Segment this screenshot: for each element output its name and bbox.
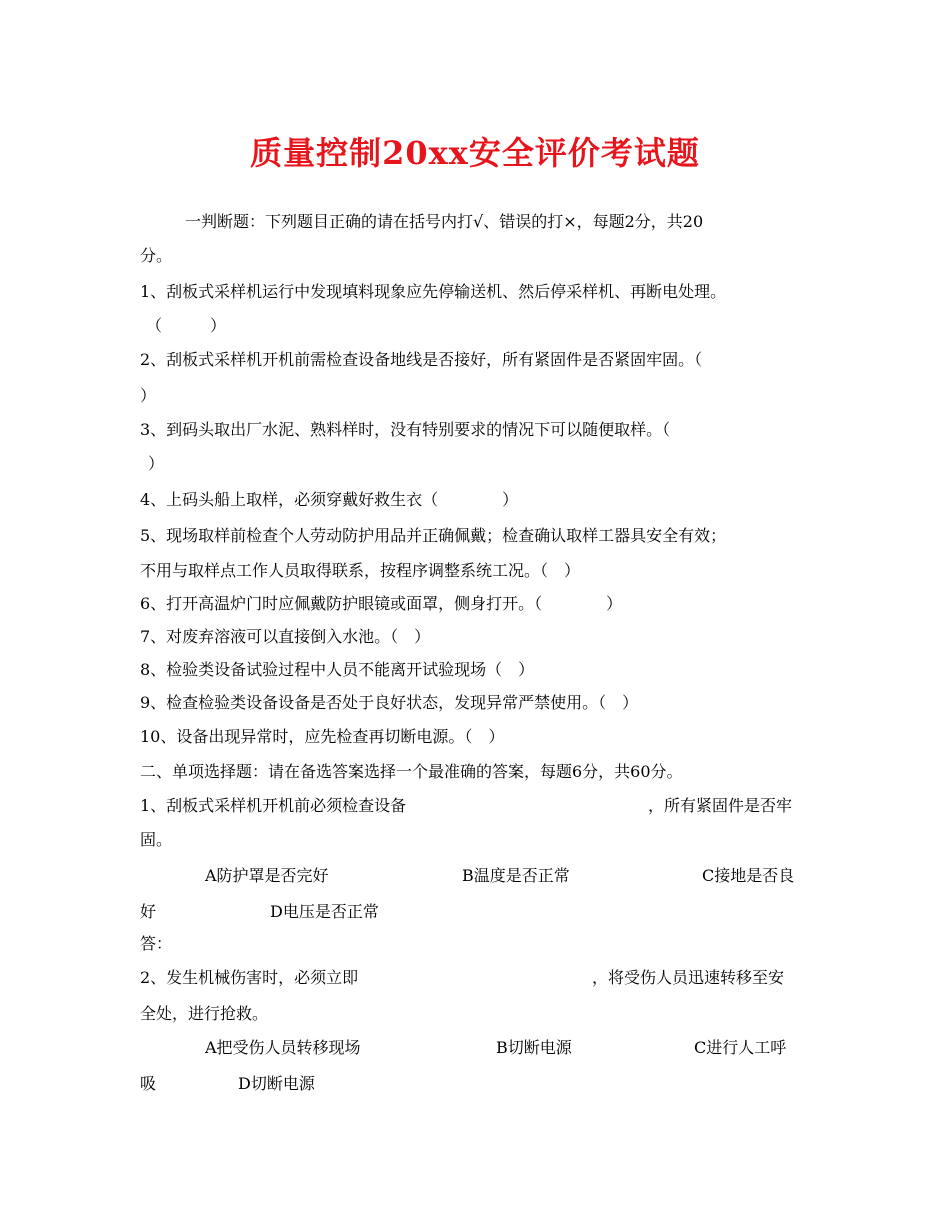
option-d-2: D切断电源 — [238, 1074, 315, 1093]
choice-question-2-right: ，将受伤人员迅速转移至安 — [592, 968, 785, 987]
choice-question-2: 2、发生机械伤害时，必须立即 — [140, 968, 359, 987]
choice-question-2-cont: 全处，进行抢救。 — [140, 1004, 269, 1023]
question-2: 2、刮板式采样机开机前需检查设备地线是否接好，所有紧固件是否紧固牢固。（ — [140, 350, 703, 369]
question-10: 10、设备出现异常时，应先检查再切断电源。（ ） — [140, 727, 505, 746]
option-c-cont: 好 — [140, 902, 157, 921]
question-2-bracket: ） — [140, 386, 157, 405]
option-a-2: A把受伤人员转移现场 — [205, 1038, 361, 1057]
question-1-bracket: （ ） — [146, 316, 227, 335]
option-c-2: C进行人工呼 — [694, 1038, 787, 1057]
section2-heading: 二、单项选择题：请在备选答案选择一个最准确的答案，每题6分，共60分。 — [140, 762, 683, 781]
choice-question-1: 1、刮板式采样机开机前必须检查设备 — [140, 796, 407, 815]
question-1: 1、刮板式采样机运行中发现填料现象应先停输送机、然后停采样机、再断电处理。 — [140, 282, 727, 301]
option-d: D电压是否正常 — [270, 902, 379, 921]
option-a: A防护罩是否完好 — [205, 866, 329, 885]
question-5: 5、现场取样前检查个人劳动防护用品并正确佩戴；检查确认取样工器具安全有效； — [140, 526, 727, 545]
choice-question-1-cont: 固。 — [140, 830, 173, 849]
page-title: 质量控制20xx安全评价考试题 — [250, 134, 700, 172]
section1-intro-cont: 分。 — [140, 246, 173, 265]
question-6: 6、打开高温炉门时应佩戴防护眼镜或面罩，侧身打开。（ ） — [140, 594, 623, 613]
question-3: 3、到码头取出厂水泥、熟料样时，没有特别要求的情况下可以随便取样。（ — [140, 420, 671, 439]
question-3-bracket: ） — [148, 454, 165, 473]
question-4: 4、上码头船上取样，必须穿戴好救生衣（ ） — [140, 490, 519, 509]
question-5-cont: 不用与取样点工作人员取得联系，按程序调整系统工况。（ ） — [140, 561, 581, 580]
option-c-2-cont: 吸 — [140, 1074, 157, 1093]
option-c: C接地是否良 — [702, 866, 795, 885]
option-b: B温度是否正常 — [462, 866, 570, 885]
option-b-2: B切断电源 — [496, 1038, 572, 1057]
question-8: 8、检验类设备试验过程中人员不能离开试验现场（ ） — [140, 660, 535, 679]
choice-question-1-right: ，所有紧固件是否牢 — [648, 796, 793, 815]
question-9: 9、检查检验类设备设备是否处于良好状态，发现异常严禁使用。（ ） — [140, 693, 639, 712]
answer-label: 答： — [140, 934, 173, 953]
section1-intro: 一判断题：下列题目正确的请在括号内打√、错误的打×，每题2分，共20 — [185, 212, 704, 231]
question-7: 7、对废弃溶液可以直接倒入水池。（ ） — [140, 627, 431, 646]
